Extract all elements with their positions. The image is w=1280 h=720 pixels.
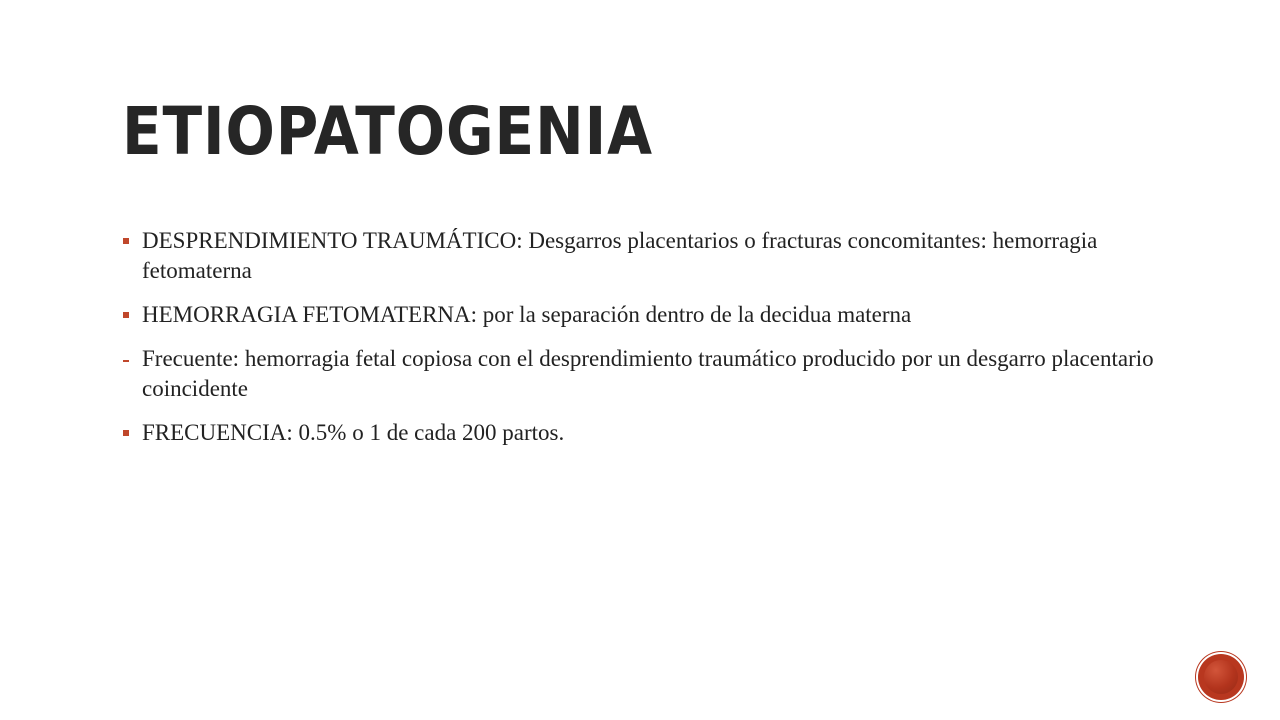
slide-title: ETIOPATOGENIA xyxy=(122,93,653,170)
list-item-text: DESPRENDIMIENTO TRAUMÁTICO: Desgarros placentarios o fracturas concomitantes: hemorragia fetomaterna xyxy=(142,228,1098,283)
bullet-list xyxy=(122,226,1202,462)
list-item xyxy=(122,344,1202,404)
list-item xyxy=(122,300,1202,330)
list-item-text: HEMORRAGIA FETOMATERNA: por la separación dentro de la decidua materna xyxy=(142,302,912,327)
circle-button-icon[interactable] xyxy=(1198,654,1244,700)
list-item-text: FRECUENCIA: 0.5% o 1 de cada 200 partos. xyxy=(142,420,565,445)
list-item-text: Frecuente: hemorragia fetal copiosa con el desprendimiento traumático producido por un desgarro placentario coincidente xyxy=(142,346,1154,401)
list-item xyxy=(122,418,1202,448)
list-item xyxy=(122,226,1202,286)
